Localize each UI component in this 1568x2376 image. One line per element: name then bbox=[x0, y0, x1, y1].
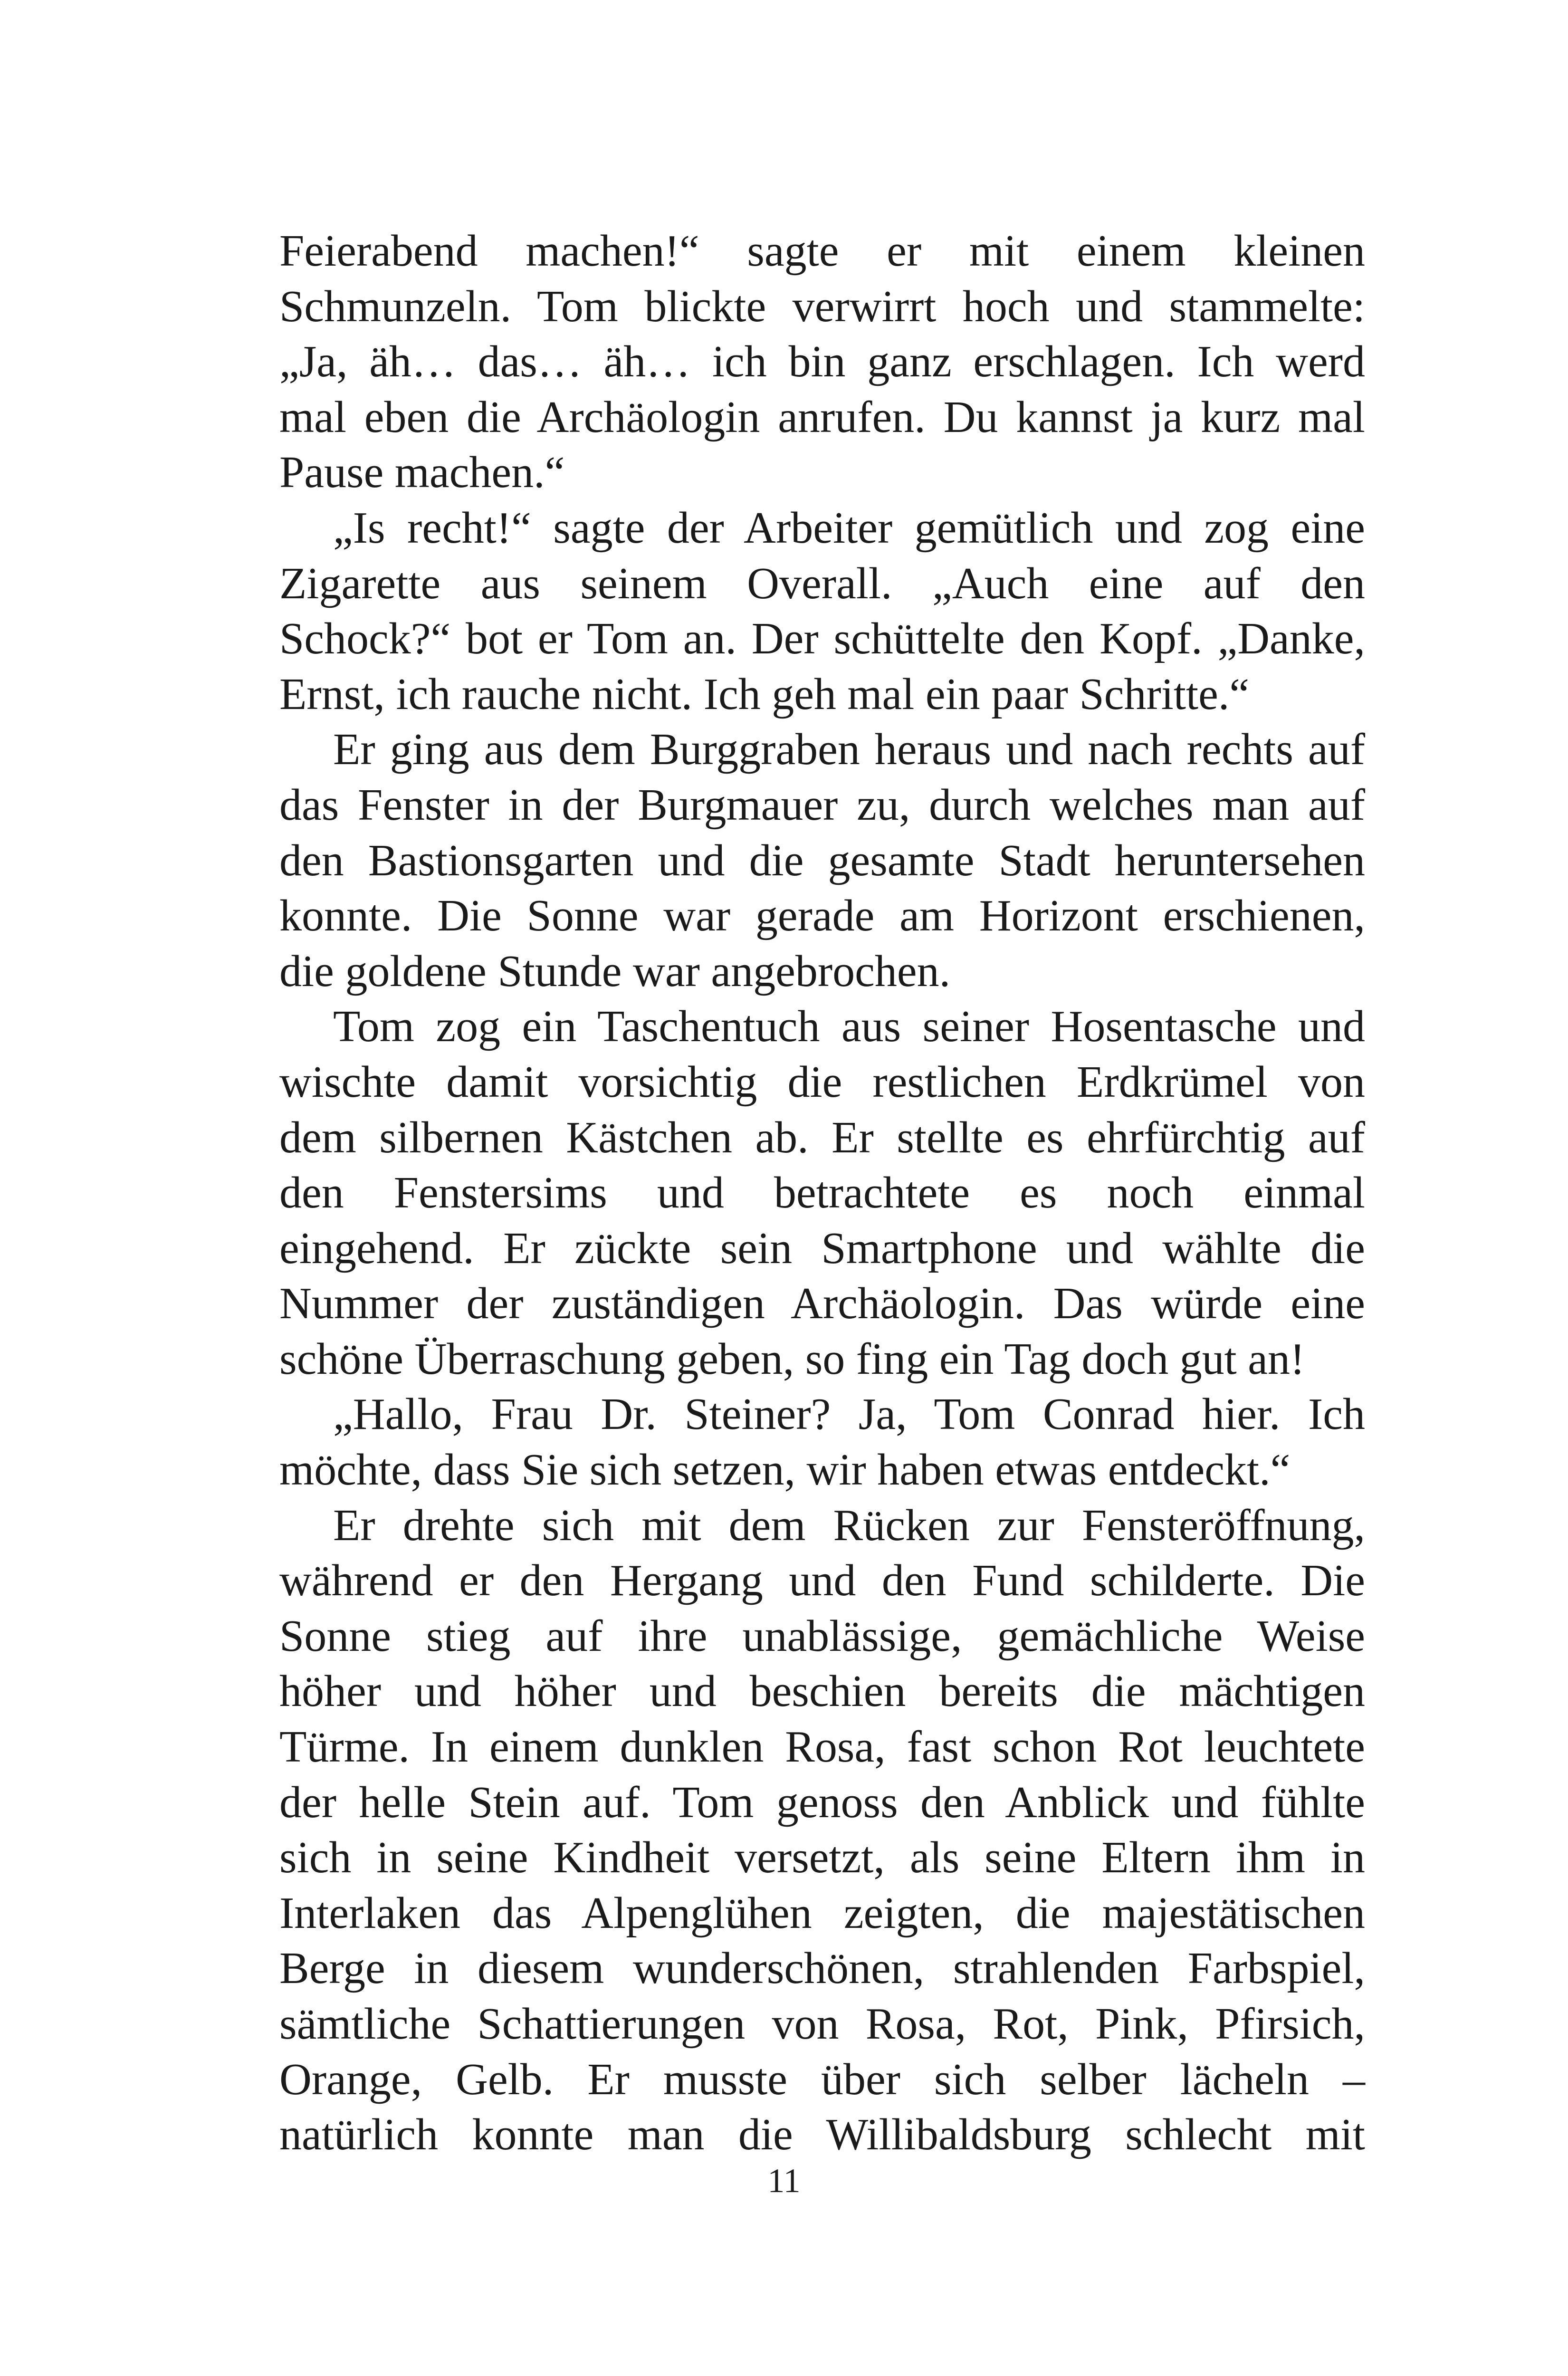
text-line: Ernst, ich rauche nicht. Ich geh mal ein paar Schritte.“ bbox=[279, 669, 1250, 719]
text-line: Sonne stieg auf ihre unablässige, gemächliche Weise bbox=[279, 1611, 1365, 1661]
text-line: Schmunzeln. Tom blickte verwirrt hoch und stammelte: bbox=[279, 281, 1365, 331]
text-line: das Fenster in der Burgmauer zu, durch welches man auf bbox=[279, 780, 1365, 830]
text-line: Tom zog ein Taschentuch aus seiner Hosentasche und bbox=[333, 1002, 1365, 1052]
text-line: Pause machen.“ bbox=[279, 448, 565, 498]
text-line: Interlaken das Alpenglühen zeigten, die majestätischen bbox=[279, 1888, 1365, 1938]
text-line: natürlich konnte man die Willibaldsburg schlecht mit bbox=[279, 2110, 1365, 2160]
text-line: eingehend. Er zückte sein Smartphone und wählte die bbox=[279, 1223, 1365, 1273]
text-line: Türme. In einem dunklen Rosa, fast schon Rot leuchtete bbox=[279, 1722, 1365, 1772]
text-line: höher und höher und beschien bereits die mächtigen bbox=[279, 1667, 1365, 1716]
text-line: sich in seine Kindheit versetzt, als seine Eltern ihm in bbox=[279, 1833, 1365, 1883]
text-line: „Ja, äh… das… äh… ich bin ganz erschlagen. Ich werd bbox=[279, 337, 1365, 387]
text-line: Feierabend machen!“ sagte er mit einem kleinen bbox=[279, 226, 1365, 276]
text-line: Berge in diesem wunderschönen, strahlenden Farbspiel, bbox=[279, 1944, 1365, 1993]
text-line: dem silbernen Kästchen ab. Er stellte es ehrfürchtig auf bbox=[279, 1112, 1365, 1162]
text-line: „Is recht!“ sagte der Arbeiter gemütlich und zog eine bbox=[333, 503, 1365, 553]
text-line: mal eben die Archäologin anrufen. Du kannst ja kurz mal bbox=[279, 392, 1365, 442]
text-line: die goldene Stunde war angebrochen. bbox=[279, 946, 951, 996]
text-line: Er drehte sich mit dem Rücken zur Fensteröffnung, bbox=[333, 1500, 1365, 1550]
text-line: sämtliche Schattierungen von Rosa, Rot, Pink, Pfirsich, bbox=[279, 1999, 1365, 2049]
page-number: 11 bbox=[767, 2162, 801, 2200]
text-line: „Hallo, Frau Dr. Steiner? Ja, Tom Conrad hier. Ich bbox=[333, 1389, 1365, 1439]
text-line: Nummer der zuständigen Archäologin. Das würde eine bbox=[279, 1279, 1365, 1329]
text-line: Zigarette aus seinem Overall. „Auch eine auf den bbox=[279, 558, 1365, 608]
text-line: während er den Hergang und den Fund schilderte. Die bbox=[279, 1556, 1365, 1606]
text-line: Schock?“ bot er Tom an. Der schüttelte den Kopf. „Danke, bbox=[279, 614, 1365, 664]
text-line: möchte, dass Sie sich setzen, wir haben etwas entdeckt.“ bbox=[279, 1445, 1291, 1495]
text-line: der helle Stein auf. Tom genoss den Anblick und fühlte bbox=[279, 1777, 1365, 1827]
text-line: Orange, Gelb. Er musste über sich selber lächeln – bbox=[279, 2054, 1365, 2104]
body-text bbox=[279, 223, 1365, 2163]
text-line: konnte. Die Sonne war gerade am Horizont erschienen, bbox=[279, 891, 1365, 941]
text-line: schöne Überraschung geben, so fing ein Tag doch gut an! bbox=[279, 1334, 1305, 1384]
text-line: den Bastionsgarten und die gesamte Stadt heruntersehen bbox=[279, 835, 1365, 885]
text-line: Er ging aus dem Burggraben heraus und nach rechts auf bbox=[333, 725, 1365, 775]
text-line: wischte damit vorsichtig die restlichen Erdkrümel von bbox=[279, 1057, 1365, 1107]
text-line: den Fenstersims und betrachtete es noch einmal bbox=[279, 1168, 1365, 1218]
